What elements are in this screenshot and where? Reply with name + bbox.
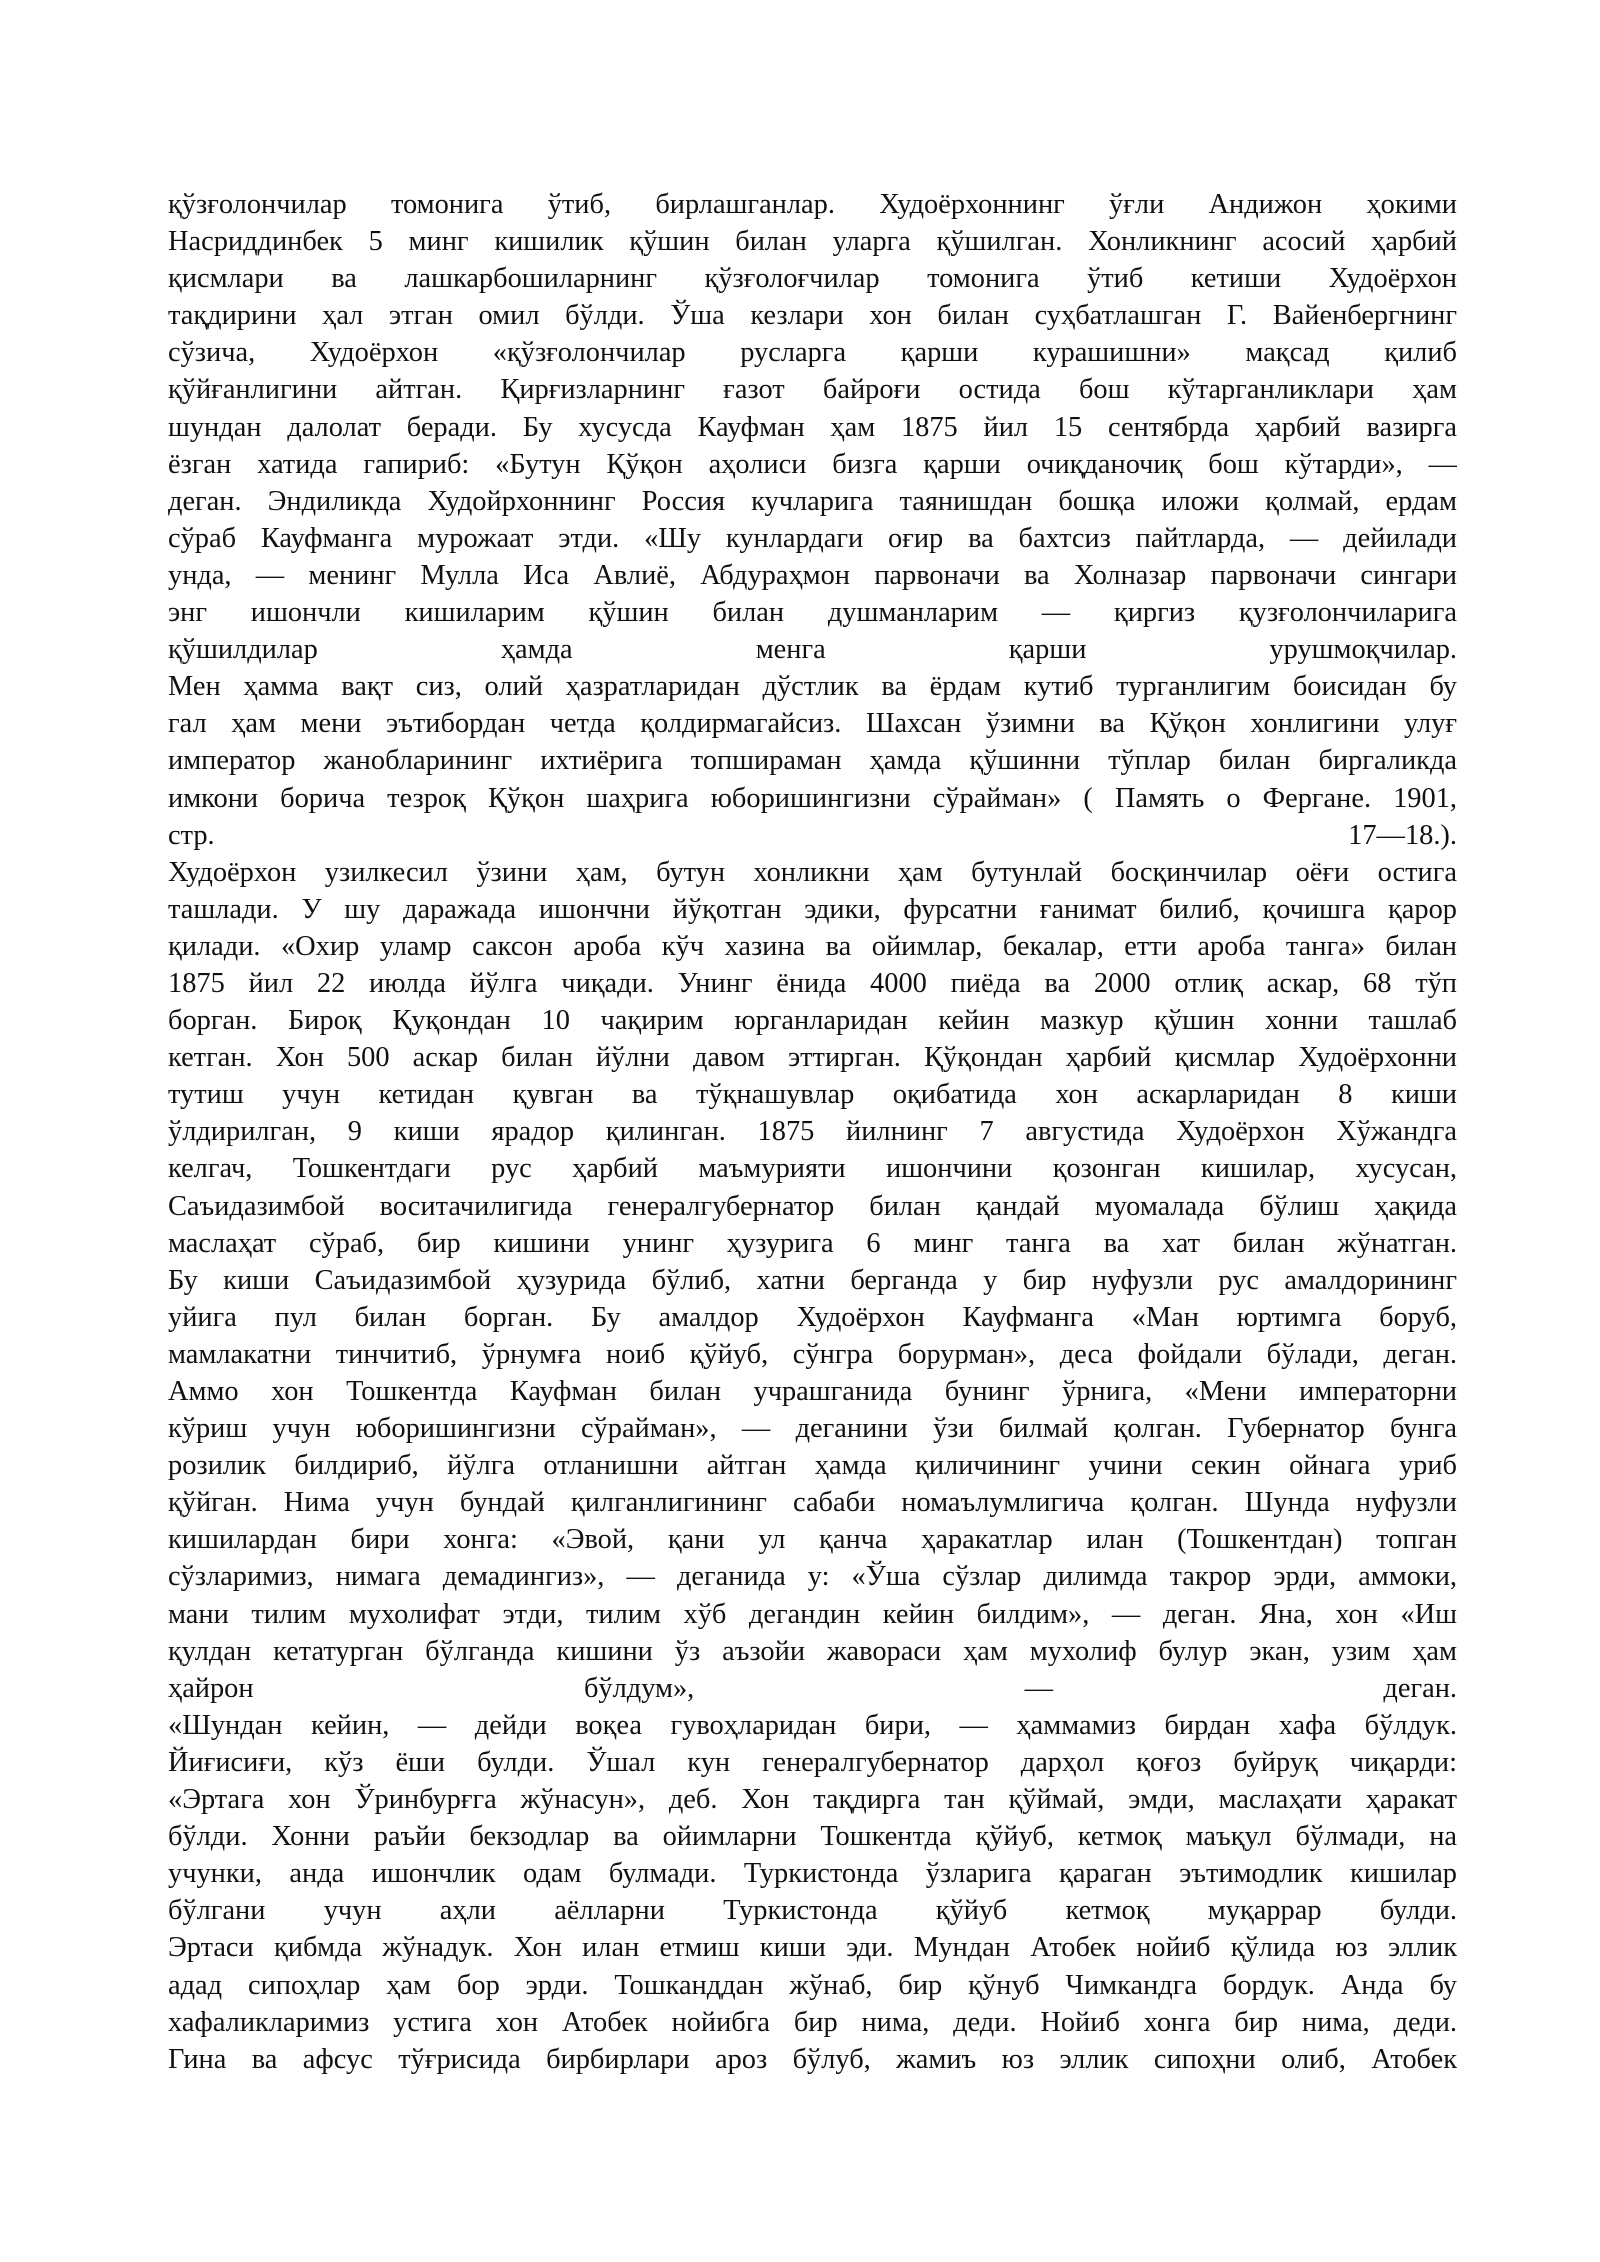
text-line: кетган. Хон 500 аскар билан йўлни давом эттирган. Қўқондан ҳарбий қисмлар Худоёрхонни [168, 1042, 1457, 1074]
text-line: қўйғанлигини айтган. Қирғизларнинг ғазот байроғи остида бош кўтарганликлари ҳам [168, 374, 1457, 406]
text-line: имкони борича тезроқ Қўқон шаҳрига юборишингизни сўрайман» ( Память о Фергане. 1901, [168, 782, 1457, 814]
text-line: қўшилдилар ҳамда менга қарши урушмоқчилар. [168, 634, 1457, 666]
text-line: сўраб Кауфманга мурожаат этди. «Шу кунлардаги оғир ва бахтсиз пайтларда, — дейилади [168, 522, 1457, 554]
text-line: ҳайрон бўлдум», — деган. [168, 1672, 1457, 1704]
text-line: Гина ва афсус тўғрисида бирбирлари ароз бўлуб, жамиъ юз эллик сипоҳни олиб, Атобек [168, 2043, 1457, 2075]
text-line: Саъидазимбой воситачилигида генералгубернатор билан қандай муомалада бўлиш ҳақида [168, 1190, 1457, 1222]
text-line: кишилардан бири хонга: «Эвой, қани ул қанча ҳаракатлар илан (Тошкентдан) топган [168, 1524, 1457, 1556]
text-line: уйига пул билан борган. Бу амалдор Худоёрхон Кауфманга «Ман юртимга боруб, [168, 1301, 1457, 1333]
text-line: шундан далолат беради. Бу хусусда Кауфман ҳам 1875 йил 15 сентябрда ҳарбий вазирга [168, 411, 1457, 443]
text-line: адад сипоҳлар ҳам бор эрди. Тошканддан жўнаб, бир қўнуб Чимкандга бордук. Анда бу [168, 1969, 1457, 2001]
text-line: қисмлари ва лашкарбошиларнинг қўзғолоғчилар томонига ўтиб кетиши Худоёрхон [168, 263, 1457, 295]
text-line: Насриддинбек 5 минг кишилик қўшин билан уларга қўшилган. Хонликнинг асосий ҳарбий [168, 226, 1457, 258]
text-line: Бу киши Саъидазимбой ҳузурида бўлиб, хатни берганда у бир нуфузли рус амалдорининг [168, 1264, 1457, 1296]
text-line: тақдирини ҳал этган омил бўлди. Ўша кезлари хон билан суҳбатлашган Г. Вайенбергнинг [168, 300, 1457, 332]
text-line: розилик билдириб, йўлга отланишни айтган ҳамда қиличининг учини секин ойнага уриб [168, 1450, 1457, 1482]
text-line: қўйган. Нима учун бундай қилганлигининг сабаби номаълумлигича қолган. Шунда нуфузли [168, 1487, 1457, 1519]
text-line: тутиш учун кетидан қувган ва тўқнашувлар оқибатида хон аскарларидан 8 киши [168, 1079, 1457, 1111]
text-line: «Шундан кейин, — дейди воқеа гувоҳларидан бири, — ҳаммамиз бирдан хафа бўлдук. [168, 1709, 1457, 1741]
text-line: мани тилим мухолифат этди, тилим хўб дегандин кейин билдим», — деган. Яна, хон «Иш [168, 1598, 1457, 1630]
text-line: хафаликларимиз устига хон Атобек нойибга бир нима, деди. Нойиб хонга бир нима, деди. [168, 2006, 1457, 2038]
text-line: бўлди. Хонни раъйи бекзодлар ва ойимларни Тошкентда қўйуб, кетмоқ маъқул бўлмади, на [168, 1821, 1457, 1853]
text-line: борган. Бироқ Қуқондан 10 чақирим юрганларидан кейин мазкур қўшин хонни ташлаб [168, 1005, 1457, 1037]
text-line: 1875 йил 22 июлда йўлга чиқади. Унинг ёнида 4000 пиёда ва 2000 отлиқ аскар, 68 тўп [168, 967, 1457, 999]
text-line: гал ҳам мени эътибордан четда қолдирмагайсиз. Шахсан ўзимни ва Қўқон хонлигини улуғ [168, 708, 1457, 740]
text-line: учунки, анда ишончлик одам булмади. Туркистонда ўзларига қараган эътимодлик кишилар [168, 1858, 1457, 1890]
text-line: Аммо хон Тошкентда Кауфман билан учрашганида бунинг ўрнига, «Мени императорни [168, 1376, 1457, 1407]
text-line: кўриш учун юборишингизни сўрайман», — деганини ўзи билмай қолган. Губернатор бунга [168, 1413, 1457, 1445]
text-line: сўзларимиз, нимага демадингиз», — деганида у: «Ўша сўзлар дилимда такрор эрди, аммоки, [168, 1561, 1457, 1593]
text-line: император жанобларининг ихтиёрига топшираман ҳамда қўшинни тўплар билан биргаликда [168, 745, 1457, 777]
text-line: қилади. «Охир уламр саксон ароба кўч хазина ва ойимлар, бекалар, етти ароба танга» билан [168, 930, 1457, 962]
text-line: келгач, Тошкентдаги рус ҳарбий маъмурияти ишончини қозонган кишилар, хусусан, [168, 1153, 1457, 1185]
text-line: «Эртага хон Ўринбурғга жўнасун», деб. Хон тақдирга тан қўймай, эмди, маслаҳати ҳаракат [168, 1784, 1457, 1816]
text-line: маслаҳат сўраб, бир кишини унинг ҳузурига 6 минг танга ва хат билан жўнатган. [168, 1227, 1457, 1259]
text-line: ўлдирилган, 9 киши ярадор қилинган. 1875 йилнинг 7 августида Худоёрхон Хўжандга [168, 1116, 1457, 1148]
text-line: қўзғолончилар томонига ўтиб, бирлашганлар. Худоёрхоннинг ўғли Андижон ҳокими [168, 189, 1457, 220]
text-line: ёзган хатида гапириб: «Бутун Қўқон аҳолиси бизга қарши очиқданочиқ бош кўтарди», — [168, 448, 1457, 480]
text-line: деган. Эндиликда Худойрхоннинг Россия кучларига таянишдан бошқа иложи қолмай, ердам [168, 485, 1457, 517]
text-line: сўзича, Худоёрхон «қўзғолончилар русларга қарши курашишни» мақсад қилиб [168, 337, 1457, 369]
text-line: унда, — менинг Мулла Иса Авлиё, Абдураҳмон парвоначи ва Холназар парвоначи сингари [168, 559, 1457, 591]
document-page [168, 186, 1457, 2078]
text-line: ташлади. У шу даражада ишончни йўқотган эдики, фурсатни ғанимат билиб, қочишга қарор [168, 893, 1457, 925]
text-line: стр. 17—18.). [168, 819, 1457, 851]
text-line: мамлакатни тинчитиб, ўрнумға ноиб қўйуб, сўнгра борурман», деса фойдали бўлади, деган. [168, 1338, 1457, 1370]
text-line: бўлгани учун аҳли аёлларни Туркистонда қўйуб кетмоқ муқаррар булди. [168, 1895, 1457, 1927]
text-line: Мен ҳамма вақт сиз, олий ҳазратларидан дўстлик ва ёрдам кутиб турганлигим боисидан бу [168, 671, 1457, 703]
text-line: Эртаси қибмда жўнадук. Хон илан етмиш киши эди. Мундан Атобек нойиб қўлида юз эллик [168, 1932, 1457, 1964]
text-line: Худоёрхон узилкесил ўзини ҳам, бутун хонликни ҳам бутунлай босқинчилар оёғи остига [168, 856, 1457, 888]
text-line: Йиғисиғи, кўз ёши булди. Ўшал кун генералгубернатор дарҳол қоғоз буйруқ чиқарди: [168, 1746, 1457, 1778]
text-line: қулдан кетатурган бўлганда кишини ўз аъзойи жавораси ҳам мухолиф булур экан, узим ҳам [168, 1635, 1457, 1667]
text-line: энг ишончли кишиларим қўшин билан душманларим — қиргиз қузғолончиларига [168, 597, 1457, 629]
